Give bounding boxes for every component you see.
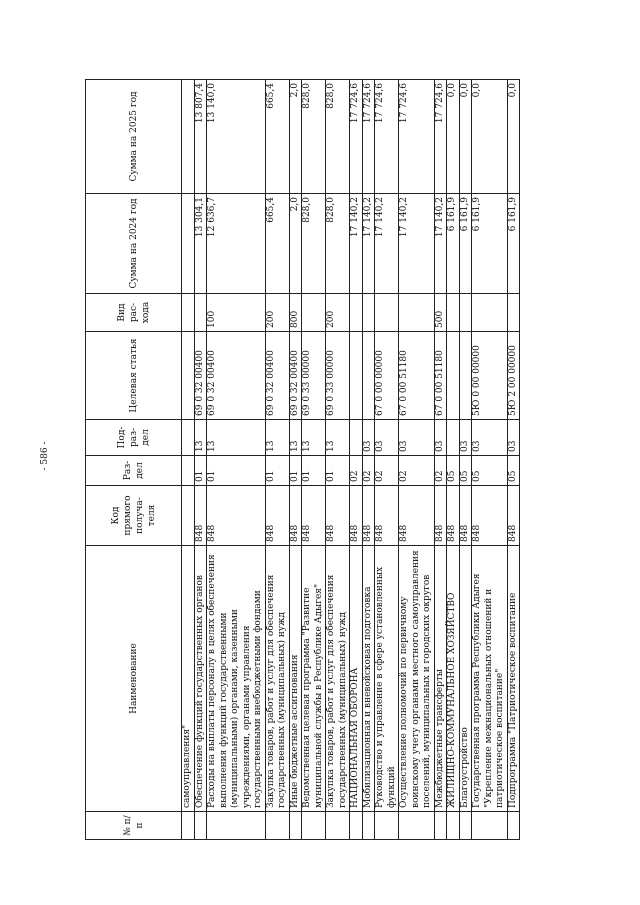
row-recipient-code: 848 [399, 486, 435, 546]
row-sum-2025: 13 140,0 [207, 80, 266, 194]
row-recipient-code: 848 [326, 486, 350, 546]
row-expense-type [447, 294, 460, 332]
row-number [326, 812, 350, 840]
row-section: 02 [434, 456, 447, 486]
table-row [194, 80, 207, 840]
row-sum-2024: 13 304,1 [194, 194, 207, 294]
row-subsection: 03 [362, 420, 375, 456]
row-expense-type [182, 294, 195, 332]
header-number: № п/п [86, 812, 182, 840]
row-sum-2025: 17 724,6 [375, 80, 399, 194]
row-sum-2024: 2,0 [289, 194, 302, 294]
row-section: 01 [289, 456, 302, 486]
row-section [182, 456, 195, 486]
row-target-article: 69 0 32 00400 [207, 332, 266, 420]
header-subsection: Под-раз-дел [86, 420, 182, 456]
row-name: Руководство и управление в сфере установленных функций [375, 546, 399, 812]
row-number [362, 812, 375, 840]
row-recipient-code: 848 [207, 486, 266, 546]
row-section: 01 [265, 456, 289, 486]
row-subsection: 03 [375, 420, 399, 456]
row-section: 05 [459, 456, 472, 486]
row-subsection: 13 [207, 420, 266, 456]
row-subsection [350, 420, 363, 456]
row-expense-type [459, 294, 472, 332]
row-subsection: 13 [265, 420, 289, 456]
row-name: Мобилизационная и вневойсковая подготовка [362, 546, 375, 812]
row-target-article: 69 0 33 00000 [302, 332, 326, 420]
row-number [207, 812, 266, 840]
table-row [289, 80, 302, 840]
row-name: Подпрограмма "Патриотическое воспитание [507, 546, 520, 812]
row-recipient-code: 848 [302, 486, 326, 546]
row-sum-2024: 828,0 [302, 194, 326, 294]
row-number [459, 812, 472, 840]
row-subsection: 03 [472, 420, 508, 456]
table-row [447, 80, 460, 840]
row-target-article: 5Ю 2 00 00000 [507, 332, 520, 420]
row-sum-2024: 665,4 [265, 194, 289, 294]
row-target-article: 67 0 00 00000 [375, 332, 399, 420]
row-subsection: 13 [289, 420, 302, 456]
row-sum-2025 [182, 80, 195, 194]
row-section: 01 [194, 456, 207, 486]
row-sum-2024: 17 140,2 [375, 194, 399, 294]
row-section: 01 [326, 456, 350, 486]
row-number [447, 812, 460, 840]
row-recipient-code: 848 [459, 486, 472, 546]
row-expense-type [302, 294, 326, 332]
row-recipient-code: 848 [447, 486, 460, 546]
row-sum-2025: 828,0 [326, 80, 350, 194]
header-expense-type: Вид рас-хода [86, 294, 182, 332]
row-section: 02 [399, 456, 435, 486]
row-number [289, 812, 302, 840]
table-row [326, 80, 350, 840]
row-sum-2025: 17 724,6 [362, 80, 375, 194]
row-subsection: 03 [459, 420, 472, 456]
row-sum-2025: 0,0 [507, 80, 520, 194]
table-row [472, 80, 508, 840]
row-expense-type: 800 [289, 294, 302, 332]
row-section: 05 [507, 456, 520, 486]
row-sum-2024: 17 140,2 [362, 194, 375, 294]
table-row [265, 80, 289, 840]
table-header-row [86, 80, 182, 840]
row-section: 02 [362, 456, 375, 486]
row-expense-type: 200 [326, 294, 350, 332]
row-expense-type: 500 [434, 294, 447, 332]
table-row [302, 80, 326, 840]
row-target-article: 5Ю 0 00 00000 [472, 332, 508, 420]
row-recipient-code: 848 [362, 486, 375, 546]
row-subsection: 13 [194, 420, 207, 456]
row-target-article [182, 332, 195, 420]
row-name: Осуществление полномочий по первичному воинскому учету органами местного самоуправления поселений, муниципальных и городских округов [399, 546, 435, 812]
header-target-article: Целевая статья [86, 332, 182, 420]
row-subsection: 13 [302, 420, 326, 456]
row-name: Государственная программа Республики Адыгея "Укрепление межнациональных отношений и патриотическое воспитание" [472, 546, 508, 812]
row-recipient-code: 848 [289, 486, 302, 546]
row-sum-2025: 828,0 [302, 80, 326, 194]
header-sum-2024: Сумма на 2024 год [86, 194, 182, 294]
row-sum-2025: 17 724,6 [399, 80, 435, 194]
row-expense-type [350, 294, 363, 332]
row-sum-2024: 17 140,2 [434, 194, 447, 294]
row-number [375, 812, 399, 840]
row-recipient-code: 848 [472, 486, 508, 546]
row-name: Закупка товаров, работ и услуг для обеспечения государственных (муниципальных) нужд [265, 546, 289, 812]
row-recipient-code: 848 [434, 486, 447, 546]
row-sum-2025: 17 724,6 [434, 80, 447, 194]
row-subsection: 13 [326, 420, 350, 456]
row-number [194, 812, 207, 840]
row-target-article [350, 332, 363, 420]
row-target-article [447, 332, 460, 420]
row-recipient-code: 848 [507, 486, 520, 546]
row-subsection: 03 [434, 420, 447, 456]
row-number [472, 812, 508, 840]
row-sum-2024: 6 161,9 [507, 194, 520, 294]
row-recipient-code: 848 [375, 486, 399, 546]
row-sum-2024 [182, 194, 195, 294]
row-sum-2025: 0,0 [459, 80, 472, 194]
row-name: Закупка товаров, работ и услуг для обеспечения государственных (муниципальных) нужд [326, 546, 350, 812]
row-section: 01 [207, 456, 266, 486]
page-number: - 586 - [40, 441, 50, 471]
row-name: Обеспечение функций государственных органов [194, 546, 207, 812]
row-sum-2025: 13 807,4 [194, 80, 207, 194]
row-subsection [447, 420, 460, 456]
row-target-article: 67 0 00 51180 [399, 332, 435, 420]
row-section: 02 [350, 456, 363, 486]
header-recipient-code: Код прямого получа-теля [86, 486, 182, 546]
row-target-article: 69 0 32 00400 [289, 332, 302, 420]
row-target-article [362, 332, 375, 420]
row-section: 05 [472, 456, 508, 486]
row-name: Межбюджетные трансферты [434, 546, 447, 812]
row-number [434, 812, 447, 840]
table-row [350, 80, 363, 840]
row-sum-2025: 17 724,6 [350, 80, 363, 194]
row-name: самоуправления" [182, 546, 195, 812]
row-sum-2025: 665,4 [265, 80, 289, 194]
row-name: ЖИЛИЩНО-КОММУНАЛЬНОЕ ХОЗЯЙСТВО [447, 546, 460, 812]
row-sum-2025: 2,0 [289, 80, 302, 194]
row-target-article: 69 0 32 00400 [194, 332, 207, 420]
row-number [265, 812, 289, 840]
row-section: 01 [302, 456, 326, 486]
row-target-article: 69 0 32 00400 [265, 332, 289, 420]
budget-table [85, 79, 520, 840]
row-sum-2025: 0,0 [472, 80, 508, 194]
row-subsection: 03 [507, 420, 520, 456]
row-name: Иные бюджетные ассигнования [289, 546, 302, 812]
table-row [182, 80, 195, 840]
row-expense-type [507, 294, 520, 332]
table-row [459, 80, 472, 840]
row-number [399, 812, 435, 840]
row-section: 02 [375, 456, 399, 486]
row-sum-2024: 6 161,9 [447, 194, 460, 294]
row-sum-2024: 17 140,2 [399, 194, 435, 294]
budget-table-container [85, 80, 565, 840]
header-name: Наименование [86, 546, 182, 812]
table-row [375, 80, 399, 840]
row-sum-2024: 6 161,9 [459, 194, 472, 294]
row-expense-type [194, 294, 207, 332]
row-sum-2024: 828,0 [326, 194, 350, 294]
row-target-article: 67 0 00 51180 [434, 332, 447, 420]
row-expense-type [362, 294, 375, 332]
row-number [182, 812, 195, 840]
table-body [182, 80, 520, 840]
row-sum-2024: 17 140,2 [350, 194, 363, 294]
row-subsection: 03 [399, 420, 435, 456]
row-sum-2025: 0,0 [447, 80, 460, 194]
row-name: Благоустройство [459, 546, 472, 812]
row-target-article [459, 332, 472, 420]
row-number [507, 812, 520, 840]
row-recipient-code: 848 [194, 486, 207, 546]
table-row [507, 80, 520, 840]
row-expense-type: 100 [207, 294, 266, 332]
header-section: Раз-дел [86, 456, 182, 486]
table-row [362, 80, 375, 840]
row-expense-type: 200 [265, 294, 289, 332]
row-name: Расходы на выплаты персоналу в целях обеспечения выполнения функций государственными (муниципальными) органами, казенными учреждениями, органами управления государственными внебюджетными фондами [207, 546, 266, 812]
row-name: НАЦИОНАЛЬНАЯ ОБОРОНА [350, 546, 363, 812]
row-name: Ведомственная целевая программа "Развитие муниципальной службы в Республике Адыгея" [302, 546, 326, 812]
row-expense-type [472, 294, 508, 332]
row-recipient-code: 848 [350, 486, 363, 546]
row-expense-type [399, 294, 435, 332]
header-sum-2025: Сумма на 2025 год [86, 80, 182, 194]
row-sum-2024: 12 636,7 [207, 194, 266, 294]
row-number [302, 812, 326, 840]
row-target-article: 69 0 33 00000 [326, 332, 350, 420]
table-row [207, 80, 266, 840]
row-recipient-code [182, 486, 195, 546]
row-subsection [182, 420, 195, 456]
row-expense-type [375, 294, 399, 332]
table-row [399, 80, 435, 840]
table-row [434, 80, 447, 840]
row-section: 05 [447, 456, 460, 486]
row-number [350, 812, 363, 840]
row-sum-2024: 6 161,9 [472, 194, 508, 294]
row-recipient-code: 848 [265, 486, 289, 546]
